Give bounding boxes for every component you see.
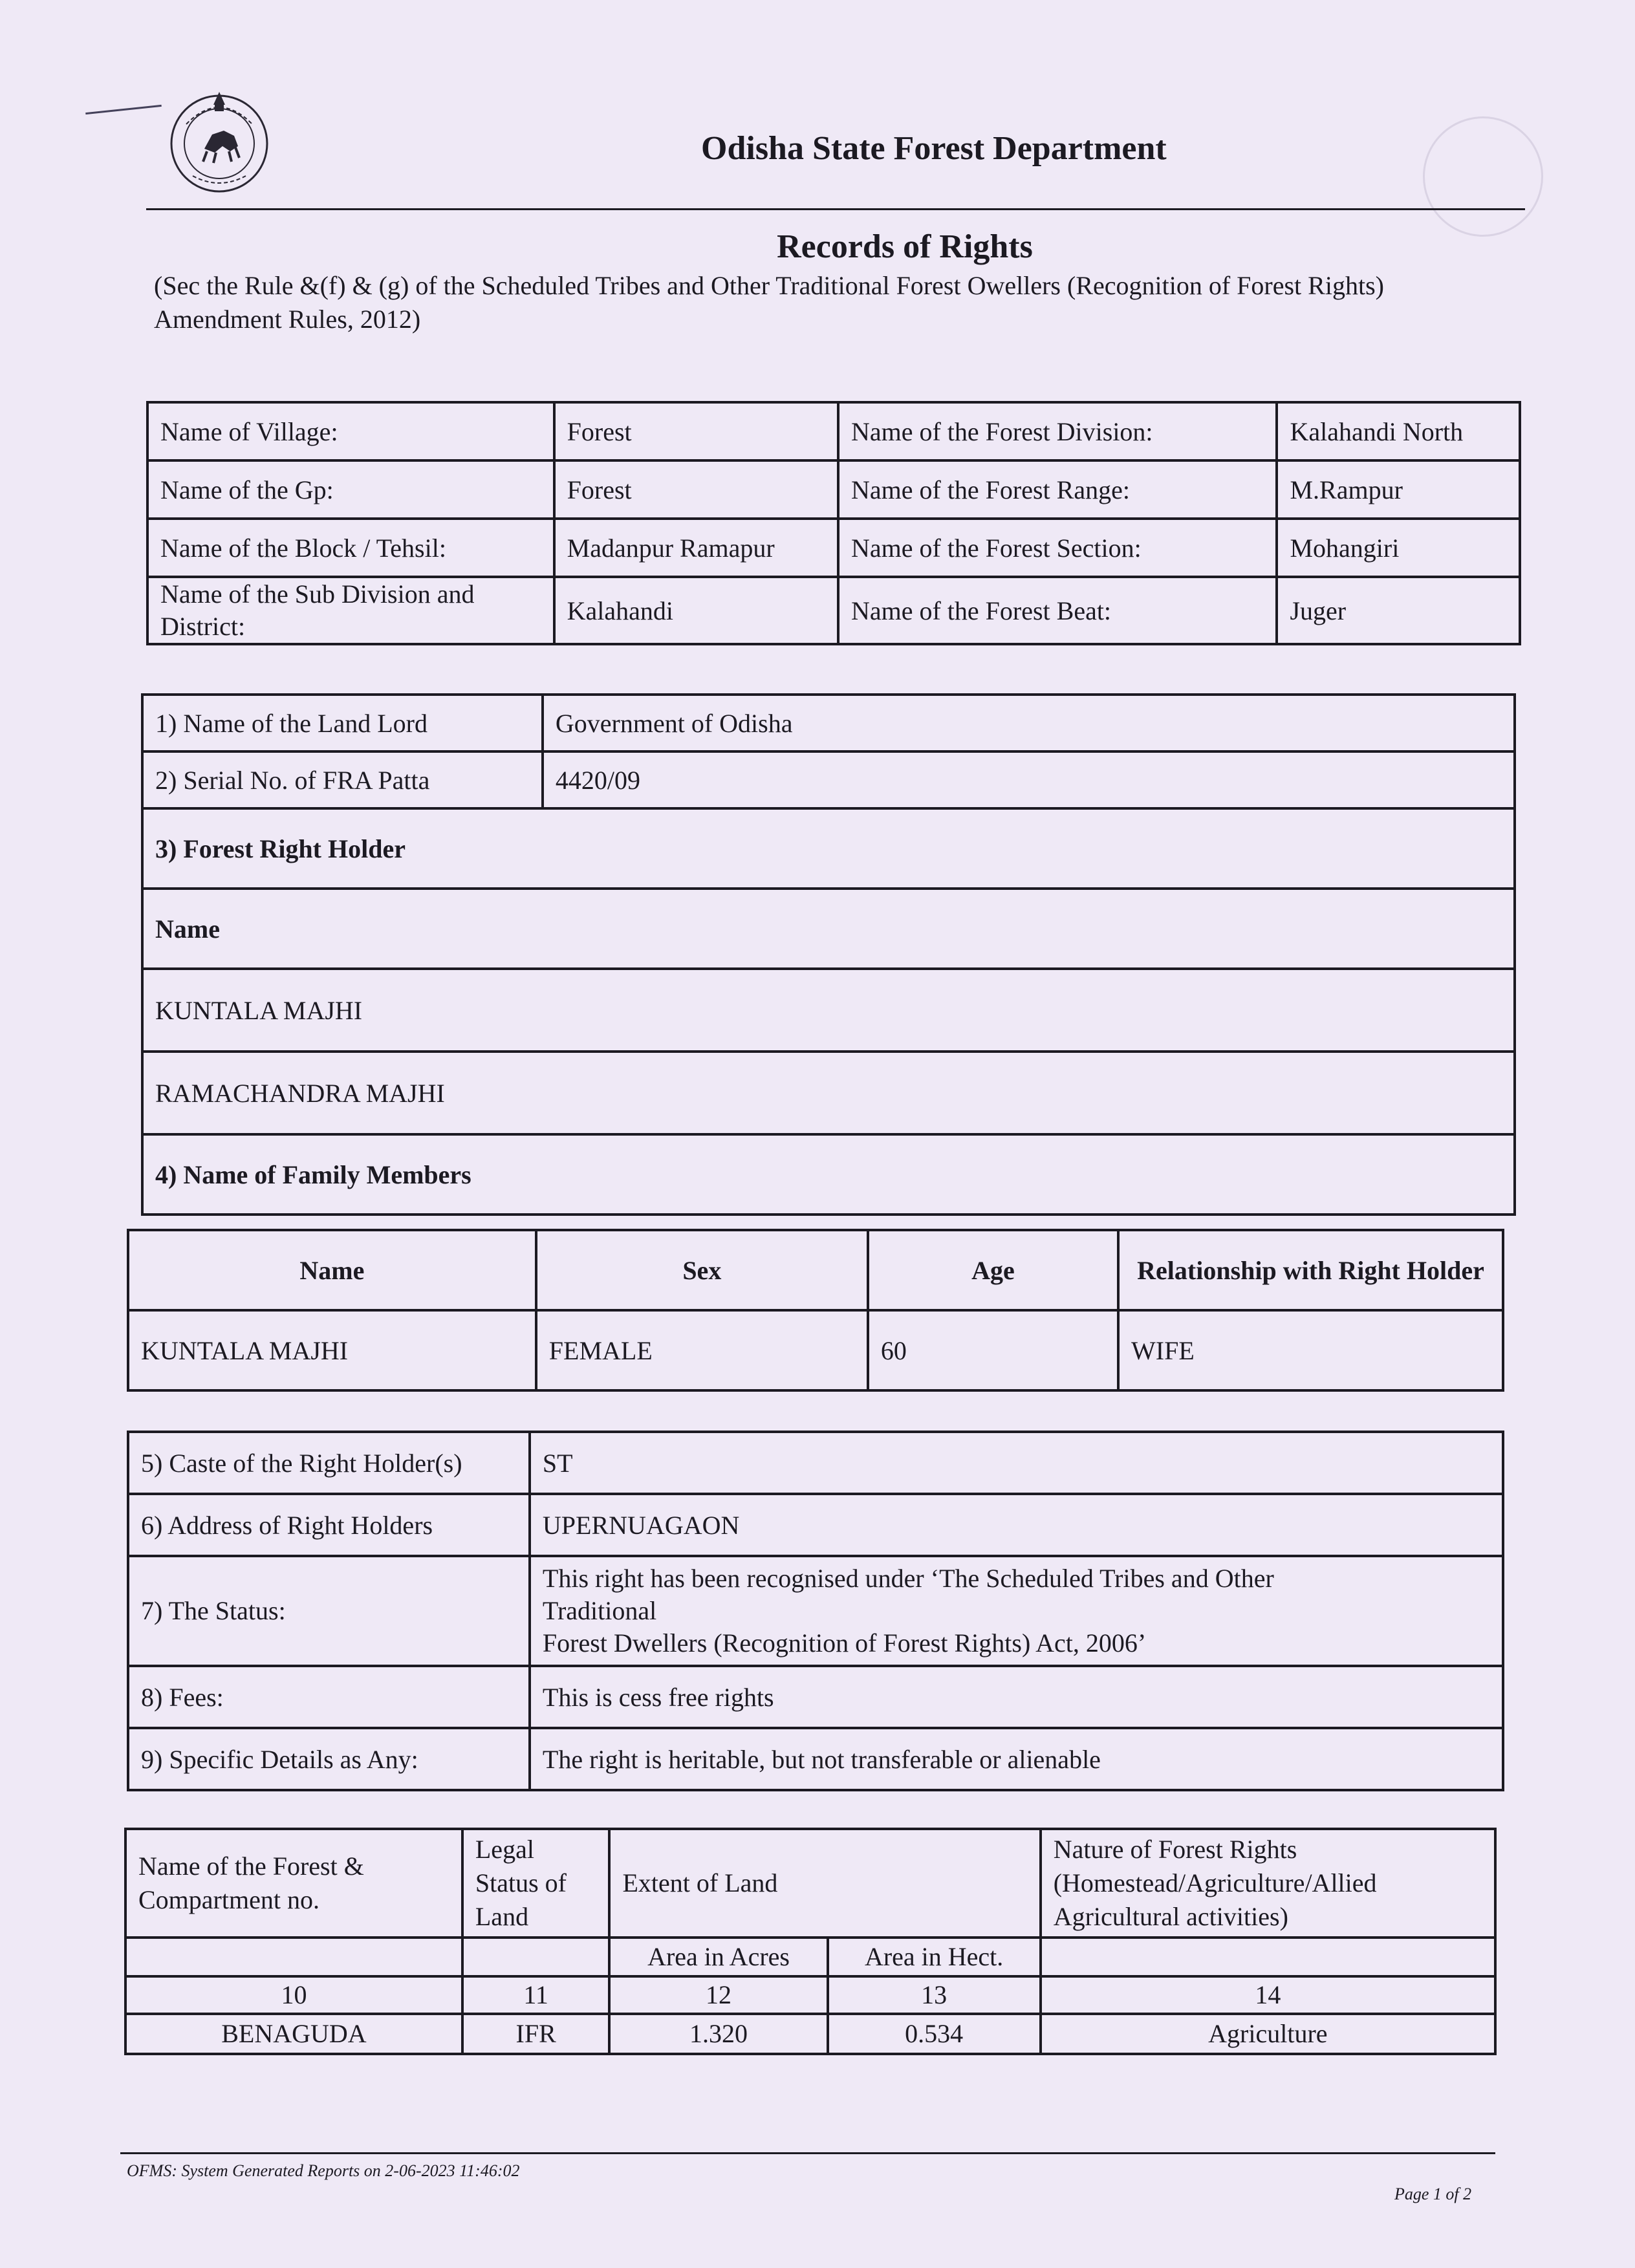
table-row (125, 2014, 1495, 2054)
division-label: Name of the Forest Division: (838, 402, 1277, 460)
status-value (530, 1556, 1503, 1666)
holder-name: RAMACHANDRA MAJHI (142, 1052, 1515, 1134)
column-number: 13 (828, 1976, 1041, 2014)
land-table (124, 1828, 1497, 2055)
footer-generated: OFMS: System Generated Reports on 2-06-2023 11:46:02 (127, 2161, 520, 2180)
column-number: 14 (1041, 1976, 1495, 2014)
land-blank-cell (1041, 1938, 1495, 1976)
beat-label: Name of the Forest Beat: (838, 577, 1277, 644)
land-header-legal: Legal Status of Land (462, 1829, 610, 1938)
status-table (127, 1431, 1504, 1791)
column-number: 12 (609, 1976, 827, 2014)
land-acres: 1.320 (609, 2014, 827, 2054)
family-heading: 4) Name of Family Members (142, 1134, 1515, 1215)
fees-label: 8) Fees: (128, 1666, 530, 1728)
land-header-acres: Area in Acres (609, 1938, 827, 1976)
department-title: Odisha State Forest Department (701, 130, 1167, 167)
location-table (146, 401, 1521, 645)
pen-mark (85, 105, 162, 114)
land-header-nature: Nature of Forest Rights (Homestead/Agriculture/Allied Agricultural activities) (1041, 1829, 1495, 1938)
land-forest: BENAGUDA (125, 2014, 462, 2054)
landlord-value: Government of Odisha (543, 695, 1515, 751)
family-header-relationship: Relationship with Right Holder (1118, 1230, 1503, 1310)
status-line: This right has been recognised under ‘The Scheduled Tribes and Other (542, 1564, 1274, 1593)
village-label: Name of Village: (147, 402, 554, 460)
header-rule (146, 208, 1525, 210)
range-value: M.Rampur (1277, 460, 1520, 519)
page-number: Page 1 of 2 (1394, 2185, 1472, 2203)
specific-value: The right is heritable, but not transferable or alienable (530, 1728, 1503, 1790)
page-title: Records of Rights (777, 228, 1033, 265)
status-label: 7) The Status: (128, 1556, 530, 1666)
name-heading: Name (142, 889, 1515, 969)
division-value: Kalahandi North (1277, 402, 1520, 460)
family-header-name: Name (128, 1230, 536, 1310)
family-name: KUNTALA MAJHI (128, 1310, 536, 1390)
family-header-age: Age (868, 1230, 1118, 1310)
section-value: Mohangiri (1277, 519, 1520, 577)
land-header-hect: Area in Hect. (828, 1938, 1041, 1976)
village-value: Forest (554, 402, 838, 460)
serial-label: 2) Serial No. of FRA Patta (142, 751, 543, 808)
land-header-extent: Extent of Land (609, 1829, 1040, 1938)
address-value: UPERNUAGAON (530, 1494, 1503, 1556)
status-line: Traditional (542, 1596, 657, 1625)
landlord-label: 1) Name of the Land Lord (142, 695, 543, 751)
holder-heading: 3) Forest Right Holder (142, 808, 1515, 889)
land-hect: 0.534 (828, 2014, 1041, 2054)
subdiv-label: Name of the Sub Division and District: (147, 577, 554, 644)
address-label: 6) Address of Right Holders (128, 1494, 530, 1556)
odisha-emblem-icon (167, 79, 272, 195)
status-line: Forest Dwellers (Recognition of Forest Rights) Act, 2006’ (542, 1628, 1147, 1658)
fees-value: This is cess free rights (530, 1666, 1503, 1728)
column-number: 10 (125, 1976, 462, 2014)
serial-value: 4420/09 (543, 751, 1515, 808)
gp-label: Name of the Gp: (147, 460, 554, 519)
family-age: 60 (868, 1310, 1118, 1390)
column-number: 11 (462, 1976, 610, 2014)
block-label: Name of the Block / Tehsil: (147, 519, 554, 577)
block-value: Madanpur Ramapur (554, 519, 838, 577)
family-header-sex: Sex (536, 1230, 868, 1310)
land-blank-cell (125, 1938, 462, 1976)
right-holder-table (141, 693, 1516, 1216)
land-nature: Agriculture (1041, 2014, 1495, 2054)
land-header-forest: Name of the Forest & Compartment no. (125, 1829, 462, 1938)
rules-subtitle: (Sec the Rule &(f) & (g) of the Scheduled Tribes and Other Traditional Forest Owellers (Recognition of Forest Rights) Amendment Rules, 2012) (154, 271, 1384, 334)
land-blank-cell (462, 1938, 610, 1976)
land-legal: IFR (462, 2014, 610, 2054)
gp-value: Forest (554, 460, 838, 519)
family-table (127, 1229, 1504, 1392)
caste-value: ST (530, 1432, 1503, 1494)
table-row (128, 1310, 1503, 1390)
section-label: Name of the Forest Section: (838, 519, 1277, 577)
caste-label: 5) Caste of the Right Holder(s) (128, 1432, 530, 1494)
beat-value: Juger (1277, 577, 1520, 644)
family-sex: FEMALE (536, 1310, 868, 1390)
specific-label: 9) Specific Details as Any: (128, 1728, 530, 1790)
holder-name: KUNTALA MAJHI (142, 969, 1515, 1052)
subdiv-value: Kalahandi (554, 577, 838, 644)
family-relationship: WIFE (1118, 1310, 1503, 1390)
faint-stamp (1423, 116, 1543, 237)
footer-rule (120, 2152, 1495, 2154)
range-label: Name of the Forest Range: (838, 460, 1277, 519)
